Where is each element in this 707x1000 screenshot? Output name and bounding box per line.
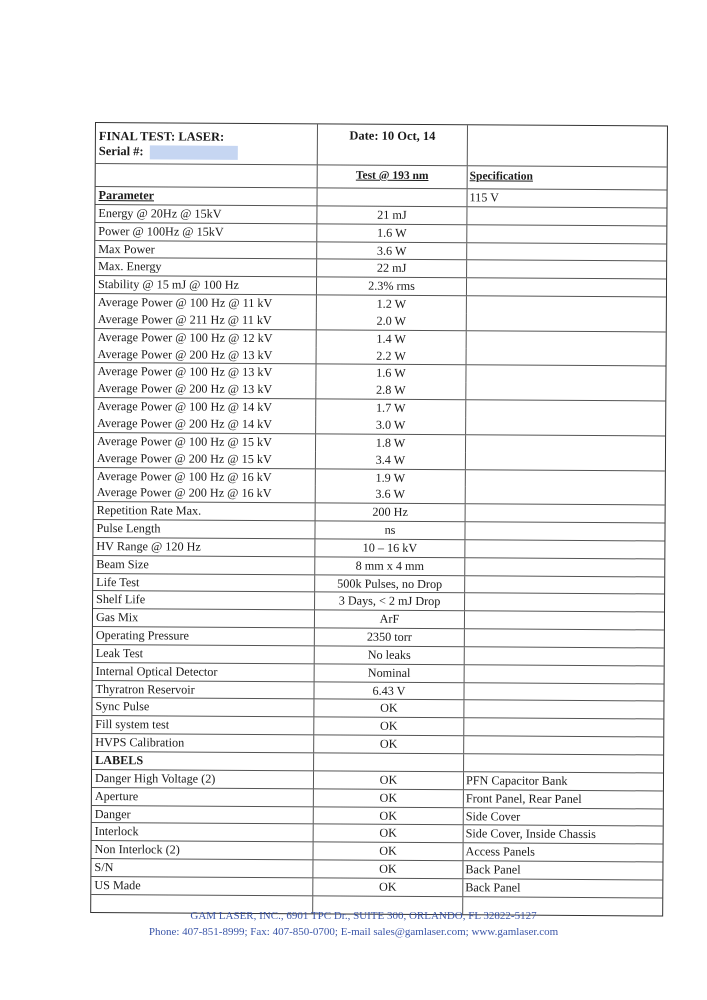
column-header-spec: Specification <box>469 170 533 183</box>
parameter-cell: Average Power @ 100 Hz @ 16 kV <box>94 467 316 485</box>
parameter-cell: Average Power @ 100 Hz @ 14 kV <box>94 398 316 416</box>
parameter-cell: Average Power @ 200 Hz @ 14 kV <box>94 415 316 433</box>
parameter-cell: Interlock <box>92 823 314 841</box>
parameter-cell: Internal Optical Detector <box>93 663 315 681</box>
test-value-cell: 200 Hz <box>316 504 466 522</box>
test-value-cell: 1.2 W <box>317 295 467 313</box>
spec-cell: Back Panel <box>465 880 521 895</box>
footer-address: GAM LASER, INC., 6901 TPC Dr., SUITE 300, ORLANDO, FL 32822-5127 <box>190 910 537 922</box>
spec-cell <box>467 225 666 243</box>
spec-cell: 115 V <box>469 190 500 205</box>
test-value-cell: Nominal <box>315 664 465 682</box>
parameter-cell: Danger <box>92 806 314 824</box>
spec-cell <box>465 522 664 540</box>
parameter-cell: Beam Size <box>93 556 315 574</box>
spec-cell <box>465 594 664 612</box>
spec-cell <box>466 435 665 453</box>
test-value-cell: OK <box>314 700 464 718</box>
spec-cell: PFN Capacitor Bank <box>465 773 568 788</box>
spec-cell <box>466 366 665 384</box>
test-value-cell: 2.3% rms <box>317 278 467 296</box>
spec-cell <box>465 540 664 558</box>
column-header-test: Test @ 193 nm <box>318 165 468 188</box>
test-value-cell: 1.6 W <box>316 365 466 383</box>
parameter-cell: HV Range @ 120 Hz <box>93 538 315 556</box>
parameter-cell: Max Power <box>95 241 317 259</box>
test-value-cell: 22 mJ <box>317 260 467 278</box>
spec-cell <box>467 313 666 331</box>
blank-header-cell <box>468 125 667 166</box>
spec-cell <box>467 261 666 279</box>
parameter-cell: Average Power @ 100 Hz @ 15 kV <box>94 433 316 451</box>
test-value-cell: ns <box>315 521 465 539</box>
parameter-cell: Average Power @ 100 Hz @ 13 kV <box>94 363 316 381</box>
test-value-cell: 21 mJ <box>317 206 467 224</box>
parameter-cell: Average Power @ 100 Hz @ 12 kV <box>95 329 317 347</box>
footer-contact: Phone: 407-851-8999; Fax: 407-850-0700; E-mail sales@gamlaser.com; www.gamlaser.com <box>148 926 559 938</box>
spec-cell <box>466 383 665 401</box>
parameter-cell: Parameter <box>96 187 318 205</box>
parameter-cell: Repetition Rate Max. <box>94 502 316 520</box>
serial-redaction <box>150 145 238 160</box>
parameter-cell: Leak Test <box>93 645 315 663</box>
test-value-cell: 1.7 W <box>316 399 466 417</box>
serial-label: Serial #: <box>98 144 144 159</box>
spec-cell <box>466 417 665 435</box>
test-value-cell: No leaks <box>315 646 465 664</box>
parameter-cell: Max. Energy <box>95 258 317 276</box>
test-value-cell: OK <box>314 807 464 825</box>
spec-cell <box>466 487 665 505</box>
parameter-cell: Average Power @ 200 Hz @ 15 kV <box>94 450 316 468</box>
spec-cell <box>465 665 664 683</box>
parameter-cell: Gas Mix <box>93 609 315 627</box>
spec-cell <box>467 296 666 314</box>
document-title: FINAL TEST: LASER: <box>98 129 225 144</box>
test-value-cell: 3.6 W <box>316 486 466 504</box>
spec-cell: Access Panels <box>465 844 535 859</box>
test-value-cell: OK <box>314 825 464 843</box>
test-value-cell: OK <box>313 878 463 896</box>
test-value-cell: OK <box>314 789 464 807</box>
spec-cell: Side Cover <box>465 808 521 824</box>
test-value-cell <box>314 753 464 771</box>
test-value-cell: 3 Days, < 2 mJ Drop <box>315 593 465 611</box>
parameter-cell: HVPS Calibration <box>92 734 314 752</box>
spec-cell: Back Panel <box>465 862 521 877</box>
test-value-cell: 3.6 W <box>317 242 467 260</box>
spec-cell <box>464 719 663 737</box>
title-cell <box>96 123 318 164</box>
spec-cell: Front Panel, Rear Panel <box>465 790 582 806</box>
spec-cell <box>464 683 663 701</box>
test-value-cell: 2.2 W <box>317 347 467 365</box>
spec-cell <box>465 629 664 647</box>
spec-cell <box>467 278 666 296</box>
test-value-cell: 500k Pulses, no Drop <box>315 575 465 593</box>
parameter-cell: Average Power @ 200 Hz @ 13 kV <box>95 346 317 364</box>
spec-cell <box>465 647 664 665</box>
spec-cell <box>467 243 666 261</box>
spec-cell <box>465 576 664 594</box>
spec-cell: Side Cover, Inside Chassis <box>465 826 596 842</box>
table-body <box>91 187 666 915</box>
parameter-cell: Operating Pressure <box>93 627 315 645</box>
spec-cell <box>466 400 665 418</box>
test-value-cell: 2.0 W <box>317 312 467 330</box>
parameter-cell: Thyratron Reservoir <box>92 681 314 699</box>
test-value-cell: 3.0 W <box>316 416 466 434</box>
test-value-cell: OK <box>313 860 463 878</box>
parameter-cell: Aperture <box>92 788 314 806</box>
test-value-cell: 1.4 W <box>317 330 467 348</box>
test-value-cell <box>317 188 467 206</box>
spec-cell <box>466 470 665 488</box>
test-value-cell: 1.6 W <box>317 224 467 242</box>
test-value-cell: 2.8 W <box>316 382 466 400</box>
parameter-cell: Energy @ 20Hz @ 15kV <box>95 205 317 223</box>
spec-cell <box>464 736 663 754</box>
parameter-cell: Sync Pulse <box>92 698 314 716</box>
spec-cell <box>467 207 666 225</box>
parameter-cell: Average Power @ 200 Hz @ 13 kV <box>94 380 316 398</box>
parameter-cell: Life Test <box>93 574 315 592</box>
parameter-cell: S/N <box>91 859 313 877</box>
test-value-cell: 6.43 V <box>314 682 464 700</box>
parameter-cell: Shelf Life <box>93 591 315 609</box>
test-value-cell: OK <box>314 718 464 736</box>
date-cell: Date: 10 Oct, 14 <box>318 124 468 165</box>
parameter-cell: Stability @ 15 mJ @ 100 Hz <box>95 276 317 294</box>
test-value-cell: 2350 torr <box>315 628 465 646</box>
spec-cell <box>465 612 664 630</box>
parameter-cell: Non Interlock (2) <box>92 841 314 859</box>
test-value-cell: OK <box>313 843 463 861</box>
parameter-cell: Average Power @ 200 Hz @ 16 kV <box>94 484 316 502</box>
company-footer <box>0 908 707 940</box>
test-value-cell: ArF <box>315 611 465 629</box>
test-value-cell: 10 – 16 kV <box>315 539 465 557</box>
parameter-cell: Average Power @ 100 Hz @ 11 kV <box>95 294 317 312</box>
spec-cell <box>467 348 666 366</box>
parameter-cell: LABELS <box>92 752 314 770</box>
parameter-cell: Pulse Length <box>93 520 315 538</box>
parameter-cell: Power @ 100Hz @ 15kV <box>95 223 317 241</box>
spec-cell <box>466 452 665 470</box>
test-value-cell: 1.8 W <box>316 434 466 452</box>
spec-cell <box>464 754 663 772</box>
spec-cell <box>465 558 664 576</box>
test-value-cell: 3.4 W <box>316 451 466 469</box>
parameter-cell: Fill system test <box>92 716 314 734</box>
test-value-cell: OK <box>314 771 464 789</box>
parameter-cell: US Made <box>91 877 313 895</box>
test-value-cell: 8 mm x 4 mm <box>315 557 465 575</box>
spec-cell <box>464 701 663 719</box>
spec-cell <box>466 504 665 522</box>
test-value-cell: 1.9 W <box>316 469 466 487</box>
parameter-cell: Danger High Voltage (2) <box>92 770 314 788</box>
final-test-table <box>90 122 668 916</box>
test-value-cell: OK <box>314 736 464 754</box>
spec-cell <box>467 331 666 349</box>
column-header-row <box>96 164 667 190</box>
parameter-cell: Average Power @ 211 Hz @ 11 kV <box>95 311 317 329</box>
table-header-row <box>96 123 667 167</box>
